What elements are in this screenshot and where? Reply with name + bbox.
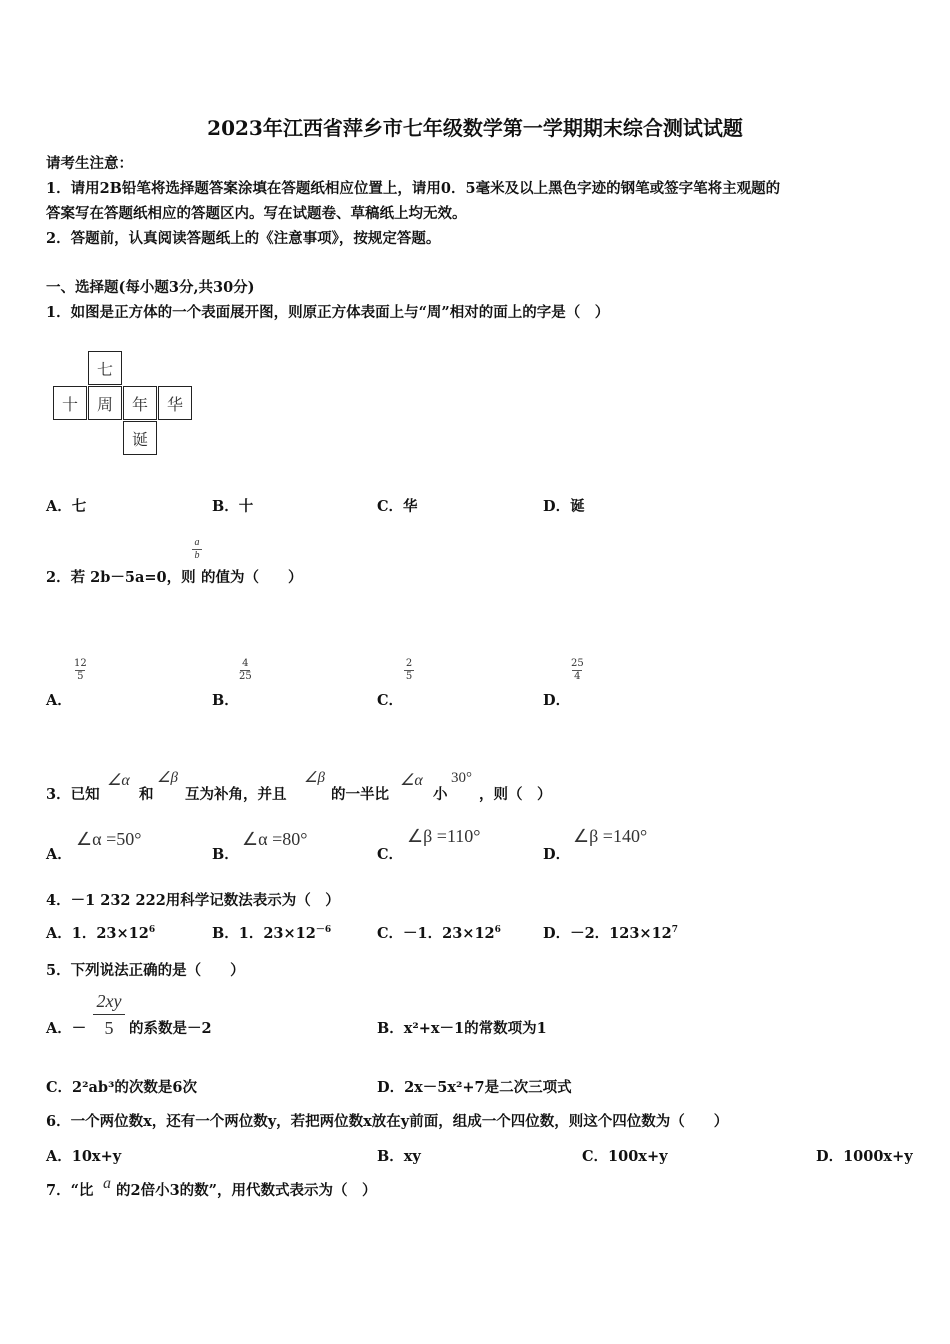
q5-option-d: D．2x－5x²+7是二次三项式 <box>377 1079 572 1096</box>
fraction-num: 2xy <box>96 991 122 1011</box>
question-3-half: 的一半比 <box>331 786 389 803</box>
q3-thirty-degrees: 30° <box>451 770 472 786</box>
question-3-prefix: 3．已知 <box>46 786 100 803</box>
q2-option-a: A． <box>46 692 72 709</box>
question-4-stem: 4．－1 232 222用科学记数法表示为（ ） <box>46 892 340 909</box>
q3-option-d-label: D． <box>543 846 571 863</box>
notice-item-1-line-1: 1．请用2B铅笔将选择题答案涂填在答题纸相应位置上，请用0．5毫米及以上黑色字迹的钢笔或签字笔将主观题的 <box>46 180 781 197</box>
notice-heading: 请考生注意： <box>46 155 133 172</box>
fraction-num: 4 <box>242 658 249 669</box>
q6-option-c: C．100x+y <box>582 1148 668 1165</box>
fraction-num: 2 <box>405 658 413 669</box>
question-5-stem: 5．下列说法正确的是（ ） <box>46 962 245 979</box>
notice-item-1-line-2: 答案写在答题纸相应的答题区内。写在试题卷、草稿纸上均无效。 <box>46 205 467 222</box>
q2-fraction-num: a <box>194 537 200 548</box>
question-7-stem-a: 7．“比 <box>46 1182 94 1199</box>
q3-angle-alpha: ∠α <box>107 772 130 789</box>
page-title: 2023年江西省萍乡市七年级数学第一学期期末综合测试试题 <box>207 116 743 140</box>
option-text: B．1．23×12 <box>212 925 316 942</box>
question-6-stem: 6．一个两位数x，还有一个两位数y，若把两位数x放在y前面，组成一个四位数，则这个四位数为（ ） <box>46 1113 729 1130</box>
q2-option-c: C． <box>377 692 404 709</box>
q4-option-b <box>212 922 331 943</box>
question-1-stem: 1．如图是正方体的一个表面展开图，则原正方体表面上与“周”相对的面上的字是（ ） <box>46 304 610 321</box>
q4-option-d <box>543 922 678 943</box>
fraction-den: 5 <box>405 671 413 682</box>
q7-variable: a <box>103 1175 111 1192</box>
q5-option-b: B．x²+x－1的常数项为1 <box>377 1020 547 1037</box>
fraction-den: 4 <box>574 671 581 682</box>
q2-option-a-fraction <box>74 659 87 682</box>
option-text: D．－2．123×12 <box>543 925 672 942</box>
net-face-top: 七 <box>88 351 122 385</box>
q3-angle-beta-2: ∠β <box>304 770 325 786</box>
q1-option-d: D．诞 <box>543 498 585 515</box>
q3-option-c-label: C． <box>377 846 404 863</box>
net-face-3: 年 <box>123 386 157 420</box>
question-3-comp: 互为补角，并且 <box>185 786 287 803</box>
q1-option-a: A．七 <box>46 498 87 515</box>
fraction-den: 25 <box>239 671 252 682</box>
q3-option-a-label: A． <box>46 846 72 863</box>
q2-option-c-fraction <box>404 659 414 682</box>
q2-fraction-den: b <box>194 550 200 561</box>
fraction-num: 25 <box>571 658 584 669</box>
option-text: A．1．23×12 <box>46 925 149 942</box>
question-2-stem-b: 的值为（ ） <box>201 569 303 586</box>
exponent: 6 <box>148 925 156 936</box>
q4-option-c <box>377 922 501 943</box>
q3-angle-beta: ∠β <box>157 770 178 786</box>
question-3-and: 和 <box>139 786 154 803</box>
q3-option-b: ∠α =80° <box>242 829 308 849</box>
q6-option-a: A．10x+y <box>46 1148 122 1165</box>
q1-option-c: C．华 <box>377 498 418 515</box>
exponent: －6 <box>315 925 332 936</box>
q5-option-a-prefix: A．－ <box>46 1020 87 1037</box>
q2-option-b-fraction <box>239 659 252 682</box>
q3-option-a: ∠α =50° <box>76 829 142 849</box>
option-text: C．－1．23×12 <box>377 925 495 942</box>
notice-item-2: 2．答题前，认真阅读答题纸上的《注意事项》，按规定答题。 <box>46 230 441 247</box>
q4-option-a <box>46 922 155 943</box>
exponent: 6 <box>494 925 501 936</box>
question-3-small: 小 <box>433 786 448 803</box>
q5-option-c: C．2²ab³的次数是6次 <box>46 1079 197 1096</box>
fraction-den: 5 <box>77 671 84 682</box>
q2-option-d-fraction <box>571 659 584 682</box>
q5-option-a-fraction <box>93 991 125 1038</box>
net-face-bottom: 诞 <box>123 421 157 455</box>
q2-option-d: D． <box>543 692 571 709</box>
fraction-num: 12 <box>74 658 87 669</box>
question-2-stem-a: 2．若 2b－5a=0，则 <box>46 569 196 586</box>
q5-option-a-suffix: 的系数是－2 <box>129 1020 212 1037</box>
q3-angle-alpha-2: ∠α <box>400 772 423 789</box>
q3-option-c: ∠β =110° <box>407 826 481 846</box>
net-face-4: 华 <box>158 386 192 420</box>
question-7-stem-b: 的2倍小3的数”，用代数式表示为（ ） <box>116 1182 377 1199</box>
net-face-2: 周 <box>88 386 122 420</box>
q1-option-b: B．十 <box>212 498 254 515</box>
question-3-end: ，则（ ） <box>479 786 552 803</box>
q6-option-d: D．1000x+y <box>816 1148 913 1165</box>
fraction-den: 5 <box>104 1018 114 1038</box>
q2-option-b: B． <box>212 692 239 709</box>
section-heading: 一、选择题(每小题3分,共30分) <box>46 279 255 296</box>
q2-fraction <box>192 538 202 561</box>
net-face-1: 十 <box>53 386 87 420</box>
q3-option-d: ∠β =140° <box>573 826 648 846</box>
exponent: 7 <box>671 925 679 936</box>
q3-option-b-label: B． <box>212 846 239 863</box>
q6-option-b: B．xy <box>377 1148 421 1165</box>
